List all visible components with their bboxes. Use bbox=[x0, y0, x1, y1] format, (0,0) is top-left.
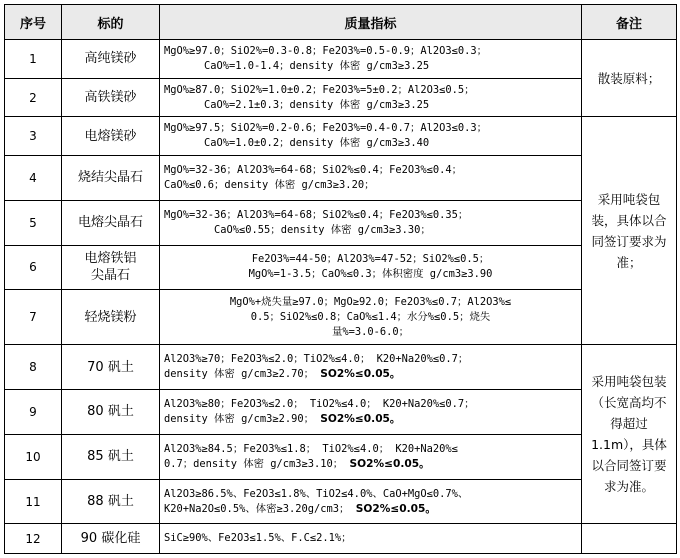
note-bulk: 散装原料； bbox=[582, 40, 677, 117]
spec-bold: SO2%≤0.05。 bbox=[320, 412, 401, 425]
row-spec bbox=[160, 479, 582, 524]
spec-text: 0.7；density 体密 g/cm3≥3.10； bbox=[164, 457, 344, 470]
row-name: 70 矾土 bbox=[62, 345, 160, 390]
row-index: 10 bbox=[5, 434, 62, 479]
spec-line: Fe2O3%=44-50；Al2O3%=47-52；SiO2%≤0.5； bbox=[251, 253, 490, 266]
header-name: 标的 bbox=[62, 5, 160, 40]
row-name: 高铁镁砂 bbox=[62, 78, 160, 117]
spec-line bbox=[164, 367, 577, 382]
spec-line: MgO%≥87.0；SiO2%=1.0±0.2；Fe2O3%=5±0.2；Al2O3≤0.5； bbox=[164, 83, 475, 96]
row-name: 80 矾土 bbox=[62, 390, 160, 435]
header-spec: 质量指标 bbox=[160, 5, 582, 40]
table-row bbox=[5, 524, 677, 554]
row-index: 3 bbox=[5, 117, 62, 156]
table-row bbox=[5, 345, 677, 390]
row-name-line: 尖晶石 bbox=[90, 268, 130, 284]
spec-bold: SO2%≤0.05。 bbox=[349, 457, 430, 470]
row-index: 11 bbox=[5, 479, 62, 524]
row-index: 12 bbox=[5, 524, 62, 554]
spec-line: SiC≥90%、Fe2O3≤1.5%、F.C≤2.1%； bbox=[164, 532, 352, 545]
spec-line: 0.5；SiO2%≤0.8；CaO%≤1.4；水分%≤0.5；烧失 bbox=[250, 310, 491, 323]
row-name: 高纯镁砂 bbox=[62, 40, 160, 79]
table-row bbox=[5, 245, 677, 290]
spec-line bbox=[164, 412, 577, 427]
table-row bbox=[5, 40, 677, 79]
row-index: 7 bbox=[5, 290, 62, 345]
spec-line: Al2O3%≥70；Fe2O3%≤2.0；TiO2%≤4.0； K20+Na20%≤0.7； bbox=[164, 353, 469, 366]
spec-line: MgO%+烧失量≥97.0；MgO≥92.0；Fe2O3%≤0.7；Al2O3%≤ bbox=[229, 295, 512, 308]
quality-spec-table bbox=[4, 4, 677, 554]
row-name: 烧结尖晶石 bbox=[62, 156, 160, 201]
table-row bbox=[5, 156, 677, 201]
spec-line: Al2O3%≥80；Fe2O3%≤2.0； TiO2%≤4.0； K20+Na20%≤0.7； bbox=[164, 397, 475, 410]
row-index: 1 bbox=[5, 40, 62, 79]
spec-line: CaO%=2.1±0.3；density 体密 g/cm3≥3.25 bbox=[204, 98, 430, 111]
spec-line: Al2O3%≥84.5；Fe2O3%≤1.8； TiO2%≤4.0； K20+Na20%≤ bbox=[164, 442, 458, 455]
row-name-line: 电熔铁铝 bbox=[84, 251, 137, 267]
row-index: 8 bbox=[5, 345, 62, 390]
table-row bbox=[5, 200, 677, 245]
table-row bbox=[5, 390, 677, 435]
spec-text: K20+Na2O≤0.5%、体密≥3.20g/cm3； bbox=[164, 502, 350, 515]
row-spec bbox=[160, 345, 582, 390]
row-index: 6 bbox=[5, 245, 62, 290]
table-row bbox=[5, 479, 677, 524]
spec-line: MgO%≥97.0；SiO2%=0.3-0.8；Fe2O3%=0.5-0.9；Al2O3≤0.3； bbox=[164, 44, 488, 57]
spec-text: density 体密 g/cm3≥2.70； bbox=[164, 368, 315, 381]
row-index: 9 bbox=[5, 390, 62, 435]
spec-line: Al2O3≥86.5%、Fe2O3≤1.8%、TiO2≤4.0%、CaO+MgO≤0.7%、 bbox=[164, 487, 469, 500]
header-note: 备注 bbox=[582, 5, 677, 40]
note-ton-bag-size: 采用吨袋包装（长宽高均不得超过 1.1m），具体以合同签订要求为准。 bbox=[582, 345, 677, 524]
spec-line: CaO%=1.0±0.2；density 体密 g/cm3≥3.40 bbox=[204, 137, 430, 150]
row-spec bbox=[160, 434, 582, 479]
row-name bbox=[62, 245, 160, 290]
spec-line bbox=[164, 457, 577, 472]
table-row bbox=[5, 290, 677, 345]
spec-line: MgO%≥97.5；SiO2%=0.2-0.6；Fe2O3%=0.4-0.7；Al2O3≤0.3； bbox=[164, 122, 488, 135]
spec-line: MgO%=1-3.5；CaO%≤0.3；体积密度 g/cm3≥3.90 bbox=[248, 268, 493, 281]
table-header-row bbox=[5, 5, 677, 40]
row-spec bbox=[160, 524, 582, 554]
row-name: 85 矾土 bbox=[62, 434, 160, 479]
table-row bbox=[5, 117, 677, 156]
row-index: 5 bbox=[5, 200, 62, 245]
spec-line: CaO%≤0.6；density 体密 g/cm3≥3.20； bbox=[164, 178, 375, 191]
note-empty bbox=[582, 524, 677, 554]
row-spec bbox=[160, 290, 582, 345]
row-name: 电熔镁砂 bbox=[62, 117, 160, 156]
spec-bold: SO2%≤0.05。 bbox=[320, 368, 401, 381]
row-spec bbox=[160, 117, 582, 156]
row-index: 2 bbox=[5, 78, 62, 117]
spec-text: density 体密 g/cm3≥2.90； bbox=[164, 412, 315, 425]
row-spec bbox=[160, 390, 582, 435]
spec-bold: SO2%≤0.05。 bbox=[355, 502, 436, 515]
row-name: 轻烧镁粉 bbox=[62, 290, 160, 345]
spec-line: MgO%=32-36；Al2O3%=64-68；SiO2%≤0.4；Fe2O3%≤0.35； bbox=[164, 208, 469, 221]
spec-line: CaO%=1.0-1.4；density 体密 g/cm3≥3.25 bbox=[204, 59, 430, 72]
row-name: 90 碳化硅 bbox=[62, 524, 160, 554]
row-spec bbox=[160, 245, 582, 290]
spec-line: CaO%≤0.55；density 体密 g/cm3≥3.30； bbox=[214, 223, 431, 236]
spec-line: 量%=3.0-6.0； bbox=[331, 325, 410, 338]
row-spec bbox=[160, 200, 582, 245]
header-index: 序号 bbox=[5, 5, 62, 40]
row-spec bbox=[160, 78, 582, 117]
row-index: 4 bbox=[5, 156, 62, 201]
note-ton-bag: 采用吨袋包装，具体以合同签订要求为准； bbox=[582, 117, 677, 345]
spec-line: MgO%=32-36；Al2O3%=64-68；SiO2%≤0.4；Fe2O3%≤0.4； bbox=[164, 163, 463, 176]
table-row bbox=[5, 434, 677, 479]
row-spec bbox=[160, 156, 582, 201]
table-row bbox=[5, 78, 677, 117]
row-name: 88 矾土 bbox=[62, 479, 160, 524]
spec-line bbox=[164, 502, 577, 517]
row-name: 电熔尖晶石 bbox=[62, 200, 160, 245]
row-spec bbox=[160, 40, 582, 79]
